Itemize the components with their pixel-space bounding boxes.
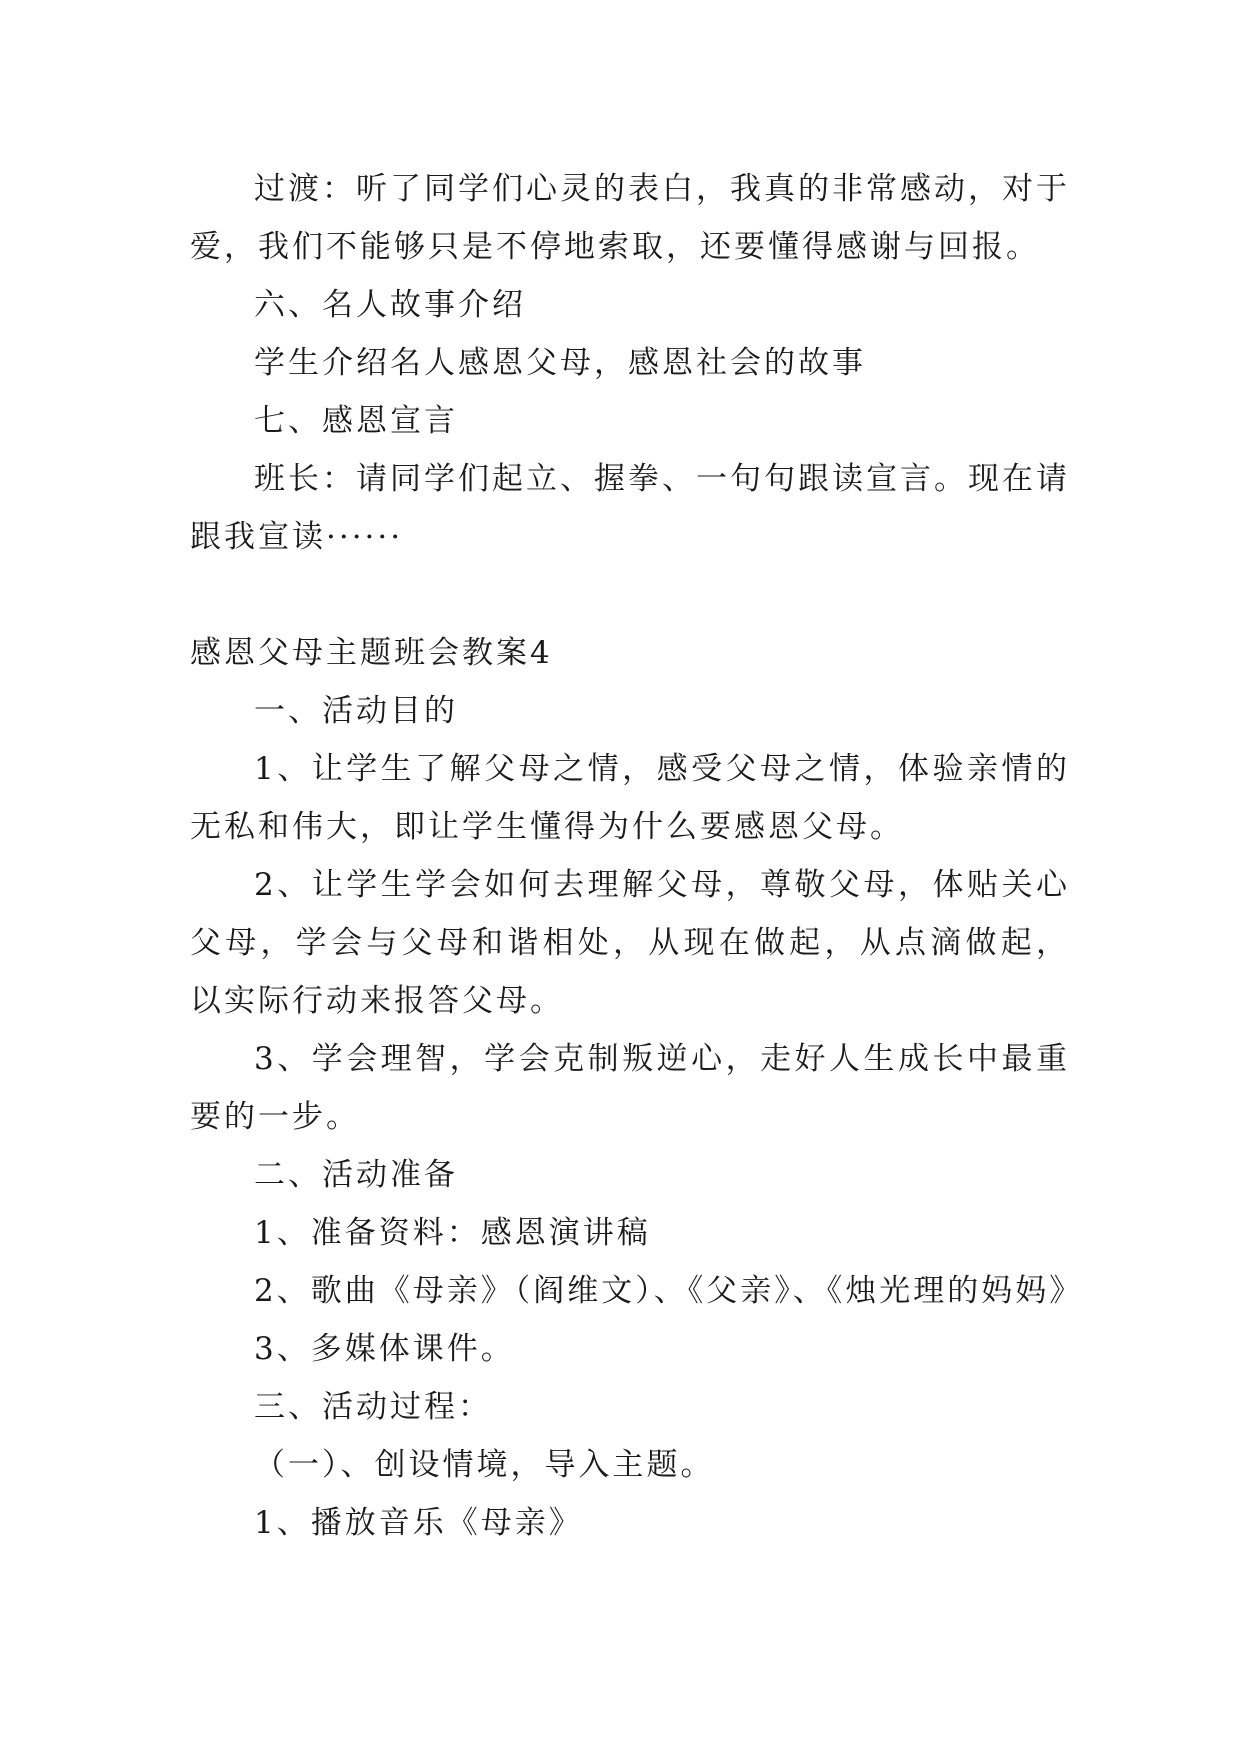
paragraph-goal-2: 2、让学生学会如何去理解父母，尊敬父母，体贴关心父母，学会与父母和谐相处，从现在做起，从点滴做起，以实际行动来报答父母。 xyxy=(190,867,1070,1019)
paragraph-prep-3: 3、多媒体课件。 xyxy=(254,1331,515,1367)
paragraph-prep-1: 1、准备资料：感恩演讲稿 xyxy=(254,1215,651,1251)
paragraph-goal-3: 3、学会理智，学会克制叛逆心，走好人生成长中最重要的一步。 xyxy=(190,1041,1070,1135)
paragraph-prep-2: 2、歌曲《母亲》（阎维文）、《父亲》、《烛光理的妈妈》 xyxy=(254,1273,1084,1309)
heading-activity-goals: 一、活动目的 xyxy=(254,693,458,729)
paragraph-student-stories: 学生介绍名人感恩父母，感恩社会的故事 xyxy=(254,345,866,381)
heading-activity-preparation: 二、活动准备 xyxy=(254,1157,458,1193)
document-body xyxy=(190,160,1084,1552)
section-spacer xyxy=(190,566,1070,624)
paragraph-goal-1: 1、让学生了解父母之情，感受父母之情，体验亲情的无私和伟大，即让学生懂得为什么要感恩父母。 xyxy=(190,751,1070,845)
heading-gratitude-declaration: 七、感恩宣言 xyxy=(254,403,458,439)
paragraph-transition: 过渡：听了同学们心灵的表白，我真的非常感动，对于爱，我们不能够只是不停地索取，还要懂得感谢与回报。 xyxy=(190,171,1070,265)
section-title: 感恩父母主题班会教案4 xyxy=(190,635,553,671)
heading-activity-process: 三、活动过程： xyxy=(254,1389,492,1425)
subheading-create-context: （一）、创设情境，导入主题。 xyxy=(254,1447,715,1483)
paragraph-monitor-declaration: 班长：请同学们起立、握拳、一句句跟读宣言。现在请跟我宣读······ xyxy=(190,461,1070,555)
paragraph-play-music: 1、播放音乐《母亲》 xyxy=(254,1505,583,1541)
heading-famous-stories: 六、名人故事介绍 xyxy=(254,287,526,323)
